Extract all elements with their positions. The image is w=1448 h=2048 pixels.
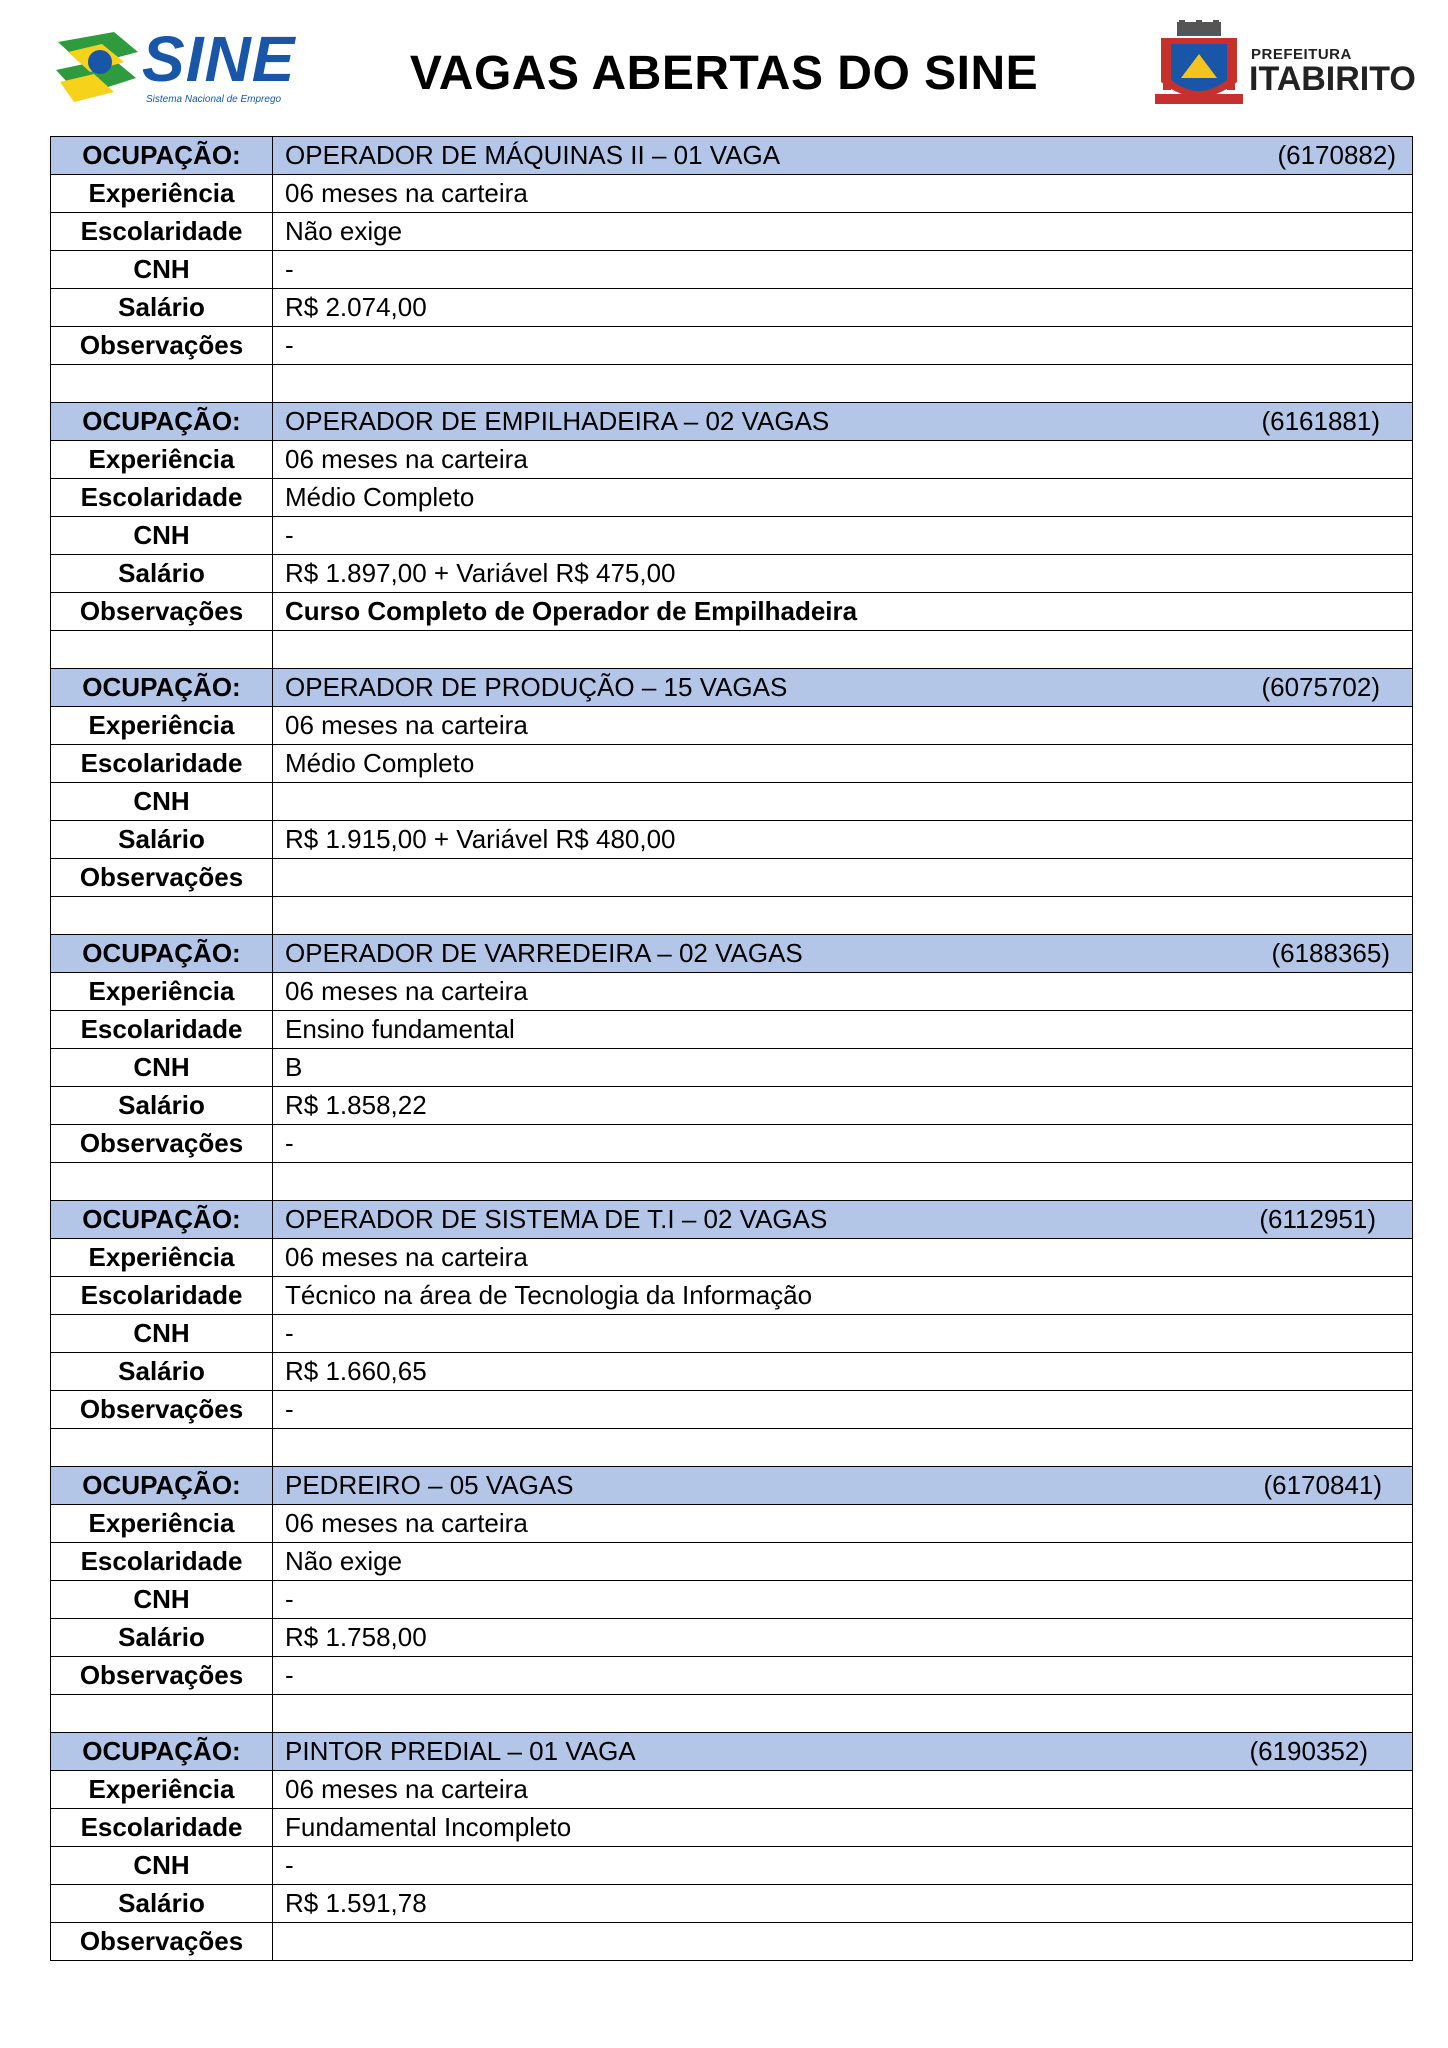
notes-value: -	[273, 327, 1413, 365]
city-name: ITABIRITO	[1249, 60, 1416, 98]
notes-label: Observações	[51, 1125, 273, 1163]
education-value: Médio Completo	[273, 479, 1413, 517]
experience-label: Experiência	[51, 973, 273, 1011]
salary-label: Salário	[51, 821, 273, 859]
salary-label: Salário	[51, 1885, 273, 1923]
job-openings-table	[50, 136, 1413, 1961]
education-row	[51, 213, 1413, 251]
salary-label: Salário	[51, 1087, 273, 1125]
notes-value: -	[273, 1125, 1413, 1163]
notes-row	[51, 1125, 1413, 1163]
spacer-cell	[51, 1695, 273, 1733]
occupation-title: OPERADOR DE PRODUÇÃO – 15 VAGAS	[285, 672, 788, 702]
occupation-row	[51, 403, 1413, 441]
occupation-label: OCUPAÇÃO:	[51, 669, 273, 707]
license-label: CNH	[51, 783, 273, 821]
notes-row	[51, 327, 1413, 365]
education-label: Escolaridade	[51, 1809, 273, 1847]
job-code: (6188365)	[1271, 938, 1390, 968]
job-code: (6170841)	[1263, 1470, 1382, 1500]
notes-value: -	[273, 1657, 1413, 1695]
experience-label: Experiência	[51, 1771, 273, 1809]
notes-label: Observações	[51, 1391, 273, 1429]
salary-value: R$ 1.897,00 + Variável R$ 475,00	[273, 555, 1413, 593]
occupation-cell	[273, 1201, 1413, 1239]
notes-row	[51, 593, 1413, 631]
experience-value: 06 meses na carteira	[273, 1771, 1413, 1809]
salary-row	[51, 1353, 1413, 1391]
salary-value: R$ 1.660,65	[273, 1353, 1413, 1391]
sine-wordmark: SINE	[142, 23, 296, 95]
spacer-cell	[51, 897, 273, 935]
license-row	[51, 1581, 1413, 1619]
job-code: (6075702)	[1261, 672, 1380, 702]
city-crest-icon	[1155, 20, 1243, 112]
education-label: Escolaridade	[51, 213, 273, 251]
license-label: CNH	[51, 1581, 273, 1619]
notes-row	[51, 1391, 1413, 1429]
occupation-cell	[273, 669, 1413, 707]
occupation-cell	[273, 935, 1413, 973]
occupation-cell	[273, 137, 1413, 175]
experience-row	[51, 441, 1413, 479]
education-value: Médio Completo	[273, 745, 1413, 783]
occupation-label: OCUPAÇÃO:	[51, 1467, 273, 1505]
experience-row	[51, 973, 1413, 1011]
occupation-title: OPERADOR DE SISTEMA DE T.I – 02 VAGAS	[285, 1204, 828, 1234]
license-row	[51, 1315, 1413, 1353]
spacer-cell	[51, 1429, 273, 1467]
spacer-cell	[273, 631, 1413, 669]
occupation-cell	[273, 403, 1413, 441]
job-code: (6161881)	[1261, 406, 1380, 436]
salary-value: R$ 2.074,00	[273, 289, 1413, 327]
education-row	[51, 1011, 1413, 1049]
prefeitura-label: PREFEITURA	[1251, 46, 1352, 63]
spacer-cell	[273, 897, 1413, 935]
occupation-title: PEDREIRO – 05 VAGAS	[285, 1470, 574, 1500]
notes-row	[51, 1923, 1413, 1961]
notes-value	[273, 859, 1413, 897]
license-label: CNH	[51, 1049, 273, 1087]
occupation-label: OCUPAÇÃO:	[51, 1201, 273, 1239]
experience-label: Experiência	[51, 175, 273, 213]
education-label: Escolaridade	[51, 1277, 273, 1315]
notes-label: Observações	[51, 593, 273, 631]
experience-row	[51, 707, 1413, 745]
spacer-row	[51, 631, 1413, 669]
spacer-cell	[273, 1163, 1413, 1201]
experience-row	[51, 1505, 1413, 1543]
salary-value: R$ 1.858,22	[273, 1087, 1413, 1125]
experience-value: 06 meses na carteira	[273, 707, 1413, 745]
license-value: -	[273, 1581, 1413, 1619]
occupation-title: OPERADOR DE EMPILHADEIRA – 02 VAGAS	[285, 406, 830, 436]
experience-label: Experiência	[51, 441, 273, 479]
education-value: Ensino fundamental	[273, 1011, 1413, 1049]
experience-row	[51, 1239, 1413, 1277]
spacer-row	[51, 1695, 1413, 1733]
license-label: CNH	[51, 1847, 273, 1885]
job-code: (6112951)	[1259, 1204, 1376, 1234]
prefeitura-logo	[1155, 20, 1416, 112]
spacer-cell	[273, 1695, 1413, 1733]
occupation-cell	[273, 1733, 1413, 1771]
occupation-row	[51, 935, 1413, 973]
license-value: -	[273, 1847, 1413, 1885]
occupation-row	[51, 669, 1413, 707]
occupation-label: OCUPAÇÃO:	[51, 137, 273, 175]
education-value: Técnico na área de Tecnologia da Informação	[273, 1277, 1413, 1315]
education-row	[51, 479, 1413, 517]
sine-subtitle: Sistema Nacional de Emprego	[146, 94, 282, 105]
spacer-row	[51, 897, 1413, 935]
education-value: Não exige	[273, 213, 1413, 251]
salary-row	[51, 1619, 1413, 1657]
salary-row	[51, 289, 1413, 327]
page-title: VAGAS ABERTAS DO SINE	[409, 47, 1039, 100]
salary-row	[51, 1087, 1413, 1125]
license-value: -	[273, 517, 1413, 555]
education-row	[51, 1809, 1413, 1847]
license-row	[51, 1847, 1413, 1885]
salary-row	[51, 821, 1413, 859]
license-row	[51, 783, 1413, 821]
license-label: CNH	[51, 1315, 273, 1353]
spacer-row	[51, 1429, 1413, 1467]
experience-label: Experiência	[51, 1239, 273, 1277]
salary-row	[51, 555, 1413, 593]
education-row	[51, 1277, 1413, 1315]
occupation-title: OPERADOR DE VARREDEIRA – 02 VAGAS	[285, 938, 803, 968]
license-label: CNH	[51, 251, 273, 289]
occupation-label: OCUPAÇÃO:	[51, 935, 273, 973]
experience-value: 06 meses na carteira	[273, 441, 1413, 479]
spacer-cell	[273, 365, 1413, 403]
salary-value: R$ 1.758,00	[273, 1619, 1413, 1657]
spacer-row	[51, 365, 1413, 403]
spacer-cell	[51, 365, 273, 403]
notes-value: Curso Completo de Operador de Empilhadeira	[273, 593, 1413, 631]
license-row	[51, 517, 1413, 555]
experience-label: Experiência	[51, 1505, 273, 1543]
license-row	[51, 1049, 1413, 1087]
education-value: Não exige	[273, 1543, 1413, 1581]
notes-label: Observações	[51, 327, 273, 365]
job-code: (6170882)	[1277, 140, 1396, 170]
experience-value: 06 meses na carteira	[273, 1505, 1413, 1543]
occupation-label: OCUPAÇÃO:	[51, 1733, 273, 1771]
notes-row	[51, 859, 1413, 897]
education-label: Escolaridade	[51, 745, 273, 783]
experience-value: 06 meses na carteira	[273, 175, 1413, 213]
occupation-row	[51, 137, 1413, 175]
page-header	[0, 0, 1448, 136]
education-label: Escolaridade	[51, 1011, 273, 1049]
license-row	[51, 251, 1413, 289]
license-label: CNH	[51, 517, 273, 555]
license-value: -	[273, 251, 1413, 289]
spacer-cell	[51, 631, 273, 669]
license-value	[273, 783, 1413, 821]
occupation-title: OPERADOR DE MÁQUINAS II – 01 VAGA	[285, 140, 781, 170]
notes-value: -	[273, 1391, 1413, 1429]
notes-value	[273, 1923, 1413, 1961]
occupation-row	[51, 1733, 1413, 1771]
license-value: B	[273, 1049, 1413, 1087]
spacer-row	[51, 1163, 1413, 1201]
occupation-row	[51, 1201, 1413, 1239]
spacer-cell	[273, 1429, 1413, 1467]
salary-label: Salário	[51, 1619, 273, 1657]
salary-row	[51, 1885, 1413, 1923]
spacer-cell	[51, 1163, 273, 1201]
experience-value: 06 meses na carteira	[273, 1239, 1413, 1277]
salary-label: Salário	[51, 289, 273, 327]
notes-label: Observações	[51, 859, 273, 897]
experience-label: Experiência	[51, 707, 273, 745]
education-label: Escolaridade	[51, 1543, 273, 1581]
occupation-title: PINTOR PREDIAL – 01 VAGA	[285, 1736, 636, 1766]
salary-value: R$ 1.591,78	[273, 1885, 1413, 1923]
education-row	[51, 745, 1413, 783]
license-value: -	[273, 1315, 1413, 1353]
experience-row	[51, 175, 1413, 213]
experience-row	[51, 1771, 1413, 1809]
education-row	[51, 1543, 1413, 1581]
notes-label: Observações	[51, 1923, 273, 1961]
education-label: Escolaridade	[51, 479, 273, 517]
notes-row	[51, 1657, 1413, 1695]
occupation-cell	[273, 1467, 1413, 1505]
salary-value: R$ 1.915,00 + Variável R$ 480,00	[273, 821, 1413, 859]
experience-value: 06 meses na carteira	[273, 973, 1413, 1011]
notes-label: Observações	[51, 1657, 273, 1695]
education-value: Fundamental Incompleto	[273, 1809, 1413, 1847]
occupation-label: OCUPAÇÃO:	[51, 403, 273, 441]
occupation-row	[51, 1467, 1413, 1505]
salary-label: Salário	[51, 555, 273, 593]
salary-label: Salário	[51, 1353, 273, 1391]
job-code: (6190352)	[1249, 1736, 1368, 1766]
